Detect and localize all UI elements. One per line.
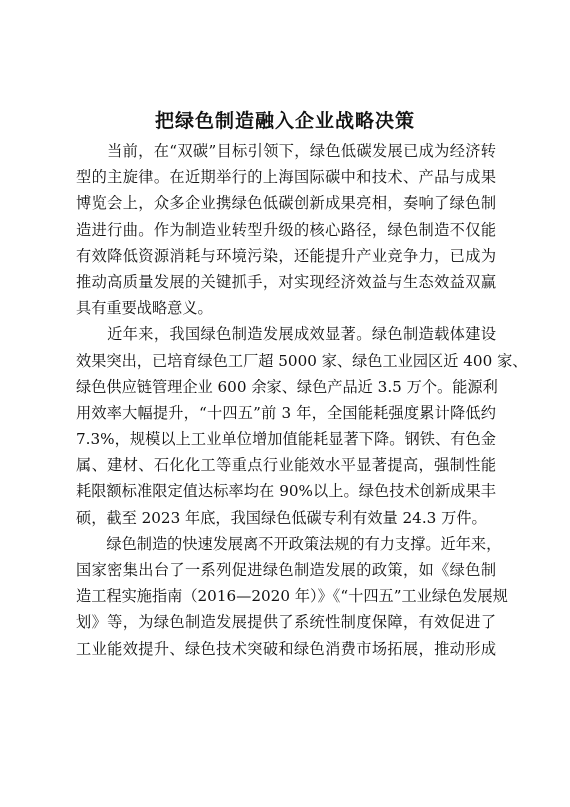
- text-line: 硕，截至 2023 年底，我国绿色低碳专利有效量 24.3 万件。: [76, 508, 487, 527]
- text-line: 推动高质量发展的关键抓手，对实现经济效益与生态效益双赢: [76, 272, 496, 291]
- text-line: 工业能效提升、绿色技术突破和绿色消费市场拓展，推动形成: [76, 639, 496, 658]
- text-line: 近年来，我国绿色制造发展成效显著。绿色制造载体建设: [76, 325, 496, 344]
- text-line: 效果突出，已培育绿色工厂超 5000 家、绿色工业园区近 400 家、: [76, 351, 528, 370]
- text-line: 绿色制造的快速发展离不开政策法规的有力支撑。近年来，: [76, 534, 502, 553]
- paragraph-1: [76, 138, 496, 321]
- article-title: 把绿色制造融入企业战略决策: [154, 110, 415, 132]
- paragraph-3: [76, 531, 508, 662]
- text-line: 属、建材、石化化工等重点行业能效水平显著提高，强制性能: [76, 456, 496, 475]
- text-line: 绿色供应链管理企业 600 余家、绿色产品近 3.5 万个。能源利: [76, 377, 498, 396]
- article-body: [76, 138, 528, 662]
- text-line: 耗限额标准限定值达标率均在 90%以上。绿色技术创新成果丰: [76, 482, 496, 501]
- text-line: 型的主旋律。在近期举行的上海国际碳中和技术、产品与成果: [76, 168, 496, 187]
- text-line: 有效降低资源消耗与环境污染，还能提升产业竞争力，已成为: [76, 246, 496, 265]
- text-line: 当前，在“双碳”目标引领下，绿色低碳发展已成为经济转: [76, 142, 496, 160]
- text-line: 造工程实施指南（2016—2020 年）》《“十四五”工业绿色发展规: [76, 587, 508, 606]
- text-line: 划》等，为绿色制造发展提供了系统性制度保障，有效促进了: [76, 613, 496, 632]
- text-line: 造进行曲。作为制造业转型升级的核心路径，绿色制造不仅能: [76, 220, 496, 239]
- text-line: 国家密集出台了一系列促进绿色制造发展的政策，如《绿色制: [76, 561, 496, 579]
- paragraph-2: [76, 321, 528, 531]
- text-line: 7.3%，规模以上工业单位增加值能耗显著下降。钢铁、有色金: [76, 430, 496, 449]
- text-line: 用效率大幅提升，“十四五”前 3 年，全国能耗强度累计降低约: [76, 403, 496, 422]
- text-line: 具有重要战略意义。: [76, 299, 213, 318]
- text-line: 博览会上，众多企业携绿色低碳创新成果亮相，奏响了绿色制: [76, 194, 496, 213]
